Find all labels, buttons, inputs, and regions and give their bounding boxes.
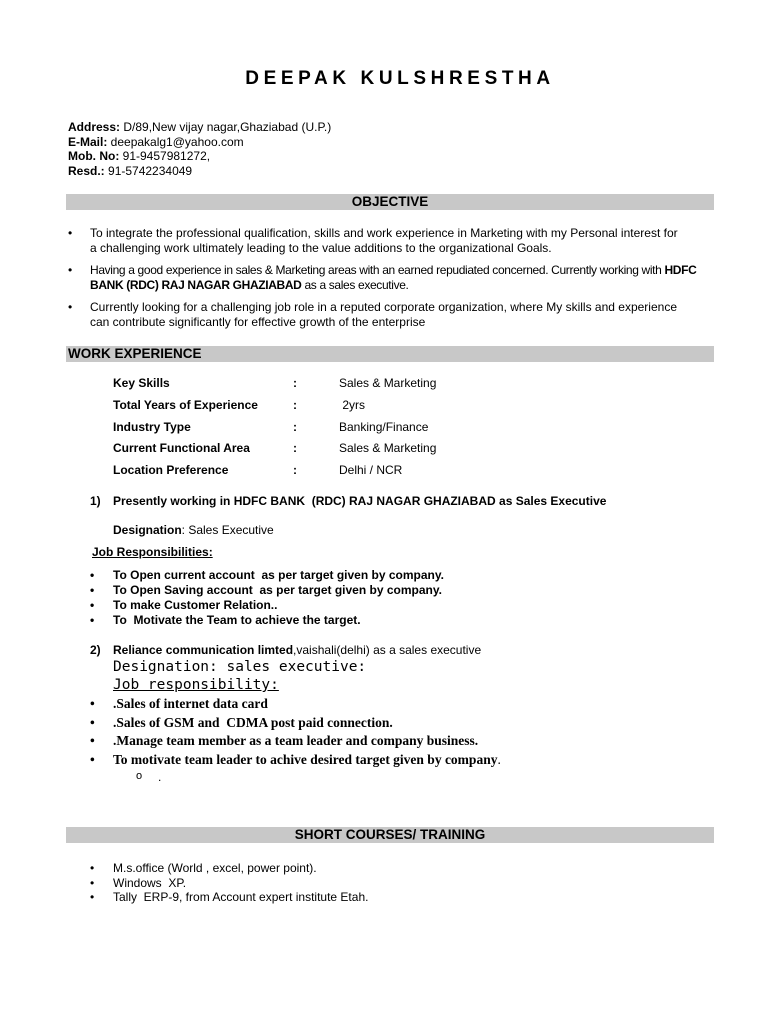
residence-value: 91-5742234049: [104, 163, 193, 178]
skills-value: Delhi / NCR: [339, 463, 403, 478]
skills-colon: :: [293, 419, 297, 434]
list-item: [90, 714, 501, 733]
skills-value: Sales & Marketing: [339, 441, 437, 456]
skills-key: Key Skills: [113, 376, 170, 390]
skills-colon: :: [293, 376, 297, 390]
mobile-value: 91-9457981272,: [119, 149, 211, 164]
work-experience-heading: WORK EXPERIENCE: [66, 346, 714, 362]
objective-item-3-line-1: Currently looking for a challenging job role in a reputed corporate organization, where My skills and experience: [90, 300, 677, 315]
objective-item: [68, 226, 714, 255]
list-item-text: To Open current account as per target given by company.: [113, 568, 444, 582]
candidate-name: DEEPAK KULSHRESTHA: [245, 68, 555, 89]
skills-key: Location Preference: [113, 463, 229, 478]
list-item-text: To Open Saving account as per target given by company.: [113, 583, 442, 597]
objective-item-2-bank-2: BANK (RDC) RAJ NAGAR GHAZIABAD: [90, 277, 302, 292]
contact-block: [68, 120, 331, 178]
mobile-line: [68, 149, 331, 164]
residence-label: Resd.:: [68, 163, 105, 178]
mobile-label: Mob. No:: [68, 149, 120, 164]
objective-item-2-bank-1: HDFC: [664, 263, 697, 278]
bullet-icon: •: [90, 696, 95, 711]
objective-item: [68, 263, 714, 292]
address-value: D/89,New vijay nagar,Ghaziabad (U.P.): [120, 120, 332, 134]
skills-value: Banking/Finance: [339, 419, 429, 434]
job-1-number: 1): [90, 494, 101, 508]
list-item: [90, 861, 368, 876]
skills-key: Current Functional Area: [113, 441, 250, 456]
job-2-company-name: Reliance communication limted: [113, 643, 294, 657]
job-2-designation: Designation: sales executive:: [113, 659, 367, 675]
job-1-responsibilities-list: [90, 568, 444, 628]
bullet-icon: •: [90, 875, 95, 890]
bullet-icon: •: [90, 890, 95, 905]
list-item-text: .Manage team member as a team leader and company business.: [113, 733, 479, 748]
job-2-company-detail: ,vaishali(delhi) as a sales executive: [293, 643, 482, 657]
objective-item: [68, 300, 714, 329]
objective-item-2-line-1: [90, 263, 714, 278]
job-1-designation-label: Designation: [113, 523, 182, 537]
email-value: deepakalg1@yahoo.com: [107, 134, 244, 149]
objective-item-1-line-2: a challenging work ultimately leading to the value additions to the organizational Goals.: [90, 240, 552, 255]
list-item: [90, 613, 444, 628]
address-line: [68, 120, 331, 135]
short-courses-heading: SHORT COURSES/ TRAINING: [66, 827, 714, 843]
objective-item-2-line-2: [90, 278, 714, 293]
job-2-responsibility-heading: Job responsibility:: [113, 677, 279, 693]
courses-list: [90, 861, 368, 905]
bullet-icon: •: [90, 751, 95, 767]
skills-row: [113, 438, 436, 460]
objective-item-1-line-1: To integrate the professional qualification, skills and work experience in Marketing with my Personal interest for: [90, 226, 678, 240]
bullet-icon: •: [68, 226, 73, 240]
bullet-icon: •: [68, 300, 73, 315]
list-item: [90, 583, 444, 598]
job-1-designation-value: : Sales Executive: [181, 523, 274, 537]
email-line: [68, 135, 331, 150]
list-item-text: To make Customer Relation..: [113, 598, 278, 612]
job-1-title: Presently working in HDFC BANK (RDC) RAJ NAGAR GHAZIABAD as Sales Executive: [113, 494, 607, 508]
objective-list: [68, 226, 714, 330]
objective-item-2-text: Having a good experience in sales & Marketing areas with an earned repudiated concerned. Currently working with: [90, 263, 665, 278]
skills-row: [113, 460, 436, 482]
job-1-designation: [113, 523, 274, 537]
skills-table: [113, 373, 436, 482]
skills-key: Industry Type: [113, 419, 191, 434]
list-item: [90, 751, 501, 770]
list-item: [90, 732, 501, 751]
job-2-responsibility-list: [90, 695, 501, 769]
bullet-icon: •: [90, 613, 95, 627]
job-2-company: [113, 643, 481, 657]
bullet-icon: •: [90, 598, 95, 612]
skills-row: [113, 417, 436, 439]
list-item: [90, 568, 444, 583]
list-item-period: .: [497, 751, 501, 767]
list-item: [90, 598, 444, 613]
objective-item-3-line-2: can contribute significantly for effective growth of the enterprise: [90, 314, 426, 329]
job-1-responsibilities-heading: Job Responsibilities:: [92, 545, 213, 559]
email-label: E-Mail:: [68, 134, 108, 149]
residence-line: [68, 164, 331, 179]
list-item-text: .Sales of GSM and CDMA post paid connection.: [113, 714, 393, 730]
list-item-text: To Motivate the Team to achieve the target.: [113, 613, 361, 627]
bullet-icon: •: [90, 861, 95, 875]
skills-colon: :: [293, 441, 297, 456]
skills-colon: :: [293, 463, 297, 478]
job-2-number: 2): [90, 643, 101, 657]
list-item: [90, 890, 368, 905]
objective-heading: OBJECTIVE: [66, 194, 714, 210]
sub-bullet-icon: o: [136, 770, 143, 782]
list-item: [90, 876, 368, 891]
bullet-icon: •: [90, 568, 95, 582]
address-label: Address:: [68, 120, 121, 134]
list-item-text: Tally ERP-9, from Account expert institute Etah.: [113, 890, 369, 905]
sub-bullet-text: .: [158, 770, 162, 784]
list-item: [90, 695, 501, 714]
skills-row: [113, 395, 436, 417]
skills-row: [113, 373, 436, 395]
bullet-icon: •: [90, 733, 95, 748]
list-item-text: M.s.office (World , excel, power point).: [113, 861, 317, 875]
skills-key: Total Years of Experience: [113, 397, 258, 412]
objective-item-2-tail: as a sales executive.: [301, 277, 409, 292]
bullet-icon: •: [68, 263, 72, 278]
list-item-text: Windows XP.: [113, 875, 187, 890]
list-item-text: To motivate team leader to achive desired target given by company: [113, 751, 498, 767]
bullet-icon: •: [90, 583, 95, 597]
skills-value: Sales & Marketing: [339, 376, 437, 390]
bullet-icon: •: [90, 714, 95, 730]
skills-colon: :: [293, 397, 297, 412]
skills-value: 2yrs: [339, 397, 366, 412]
list-item-text: .Sales of internet data card: [113, 696, 268, 711]
